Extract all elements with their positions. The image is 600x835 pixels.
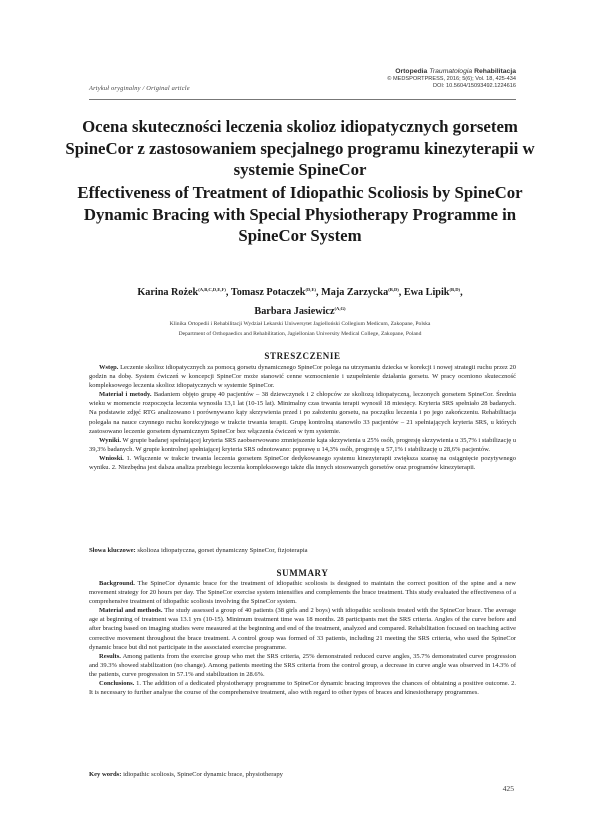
paragraph-label: Materiał i metody. (99, 391, 152, 399)
author-name: Ewa Lipik (403, 287, 450, 298)
paragraph-label: Material and methods. (99, 607, 163, 615)
author-name: Tomasz Potaczek (230, 287, 306, 298)
keywords-english (89, 770, 516, 779)
abstract-paragraph (89, 606, 516, 651)
author-separator: , (225, 287, 231, 298)
keywords-english-text: idiopathic scoliosis, SpineCor dynamic brace, physiotherapy (123, 771, 283, 778)
abstract-paragraph (89, 436, 516, 454)
streszczenie-heading: STRESZCZENIE (264, 351, 341, 361)
author-name: Maja Zarzycka (321, 287, 389, 298)
author (321, 287, 404, 298)
paragraph-text: The study assessed a group of 40 patients (38 girls and 2 boys) with idiopathic scoliosis treated with the SpineCor brace. The average age at beginning of treatment was 13.1 yrs (10-15). Minimum treatment time was 18 months. 28 participants met the SRS criteria. Angles of the curve before and after bracing based on imaging studies were measured at the beginning and end of the treatment, analyzed and compared. Rehabilitation focused on teaching active corrective movement throughout the brace treatment. A control group was formed of 33 patients, including 21 meeting the SRS criteria, who used the SpineCor dynamic brace but did not participate in the associated exercise programme. (89, 607, 516, 651)
author-separator: , (316, 287, 322, 298)
paragraph-text: 1. Włączenie w trakcie trwania leczenia gorsetem SpineCor dedykowanego systemu kinezyterapii zwiększa szansę na osiągnięcie pozytywnego wyniku. 2. Niezbędna jest dalsza analiza przebiegu leczenia kompleksowego także dla innych stosowanych gorsetów oraz programów kinezyterapii. (89, 454, 517, 472)
author-name: Barbara Jasiewicz (254, 306, 335, 317)
author (137, 287, 230, 298)
paragraph-label: Wyniki. (99, 436, 121, 444)
paragraph-label: Results. (99, 652, 121, 660)
author (254, 306, 345, 317)
journal-name-traumatologia: Traumatologia (429, 68, 473, 75)
author-contribution: (A,B,C,D,E,F) (198, 287, 226, 292)
article-type-label: Artykuł oryginalny / Original article (89, 85, 190, 92)
paragraph-label: Wnioski. (99, 454, 124, 462)
title-english: Effectiveness of Treatment of Idiopathic Scoliosis by SpineCor Dynamic Bracing with Special Physiotherapy Programme in SpineCor System (77, 183, 523, 245)
keywords-polish-text: skolioza idiopatyczna, gorset dynamiczny SpineCor, fizjoterapia (137, 547, 308, 554)
author-separator: , (398, 287, 404, 298)
paragraph-text: The SpineCor dynamic brace for the treatment of idiopathic scoliosis is designed to maintain the correct position of the spine and a new movement strategy for 20 hours per day. The SpineCor exercise system intensifies and complements the brace treatment. This study evaluated the effectiveness of a comprehensive treatment of idiopathic scoliosis involving the SpineCor system. (89, 580, 516, 606)
abstract-english (89, 579, 516, 697)
journal-name-rehabilitacja: Rehabilitacja (474, 68, 516, 75)
paragraph-label: Conclusions. (99, 680, 135, 688)
paragraph-text: Badaniem objęto grupę 40 pacjentów – 38 dziewczynek i 2 chłopców ze skoliozą idiopatyczną, leczonych gorsetem SpineCor. Średnia wieku w momencie rozpoczęcia leczenia wynosiła 13,1 lat (10-15 lat). Minimalny czas trwania terapii wynosił 18 miesięcy. Kryteria SRS spełniało 28 badanych. Na podstawie zdjęć RTG analizowano i porównywano kąty skrzywienia przed i po założeniu gorsetu, na początku leczenia i po jego zakończeniu. Rehabilitacja polegała na nauce czynnego ruchu korekcyjnego w trakcie trwania terapii. Grupę kontrolną stanowiło 33 pacjentów – 21 spełniających kryteria SRS, u których zastosowano leczenie gorsetem dynamicznym SpineCor bez włączenia ćwiczeń w tym systemie. (89, 391, 516, 435)
keywords-english-label: Key words: (89, 771, 122, 778)
doi-line: DOI: 10.5604/15093492.1224616 (432, 83, 516, 90)
affiliations (100, 320, 500, 340)
author-contribution: (D,E) (305, 287, 317, 292)
keywords-polish (89, 546, 516, 555)
author-contribution: (A,G) (334, 306, 346, 311)
abstract-paragraph (89, 454, 516, 472)
author-contribution: (B,D) (388, 287, 399, 292)
paragraph-label: Wstęp. (99, 364, 119, 371)
abstract-polish (89, 363, 516, 472)
paragraph-text: 1. The addition of a dedicated physiotherapy programme to SpineCor dynamic bracing improves the chances of obtaining a positive outcome. 2. It is necessary to further analyse the course of the comprehensive treatment, also with regard to other types of braces and kinesiotherapy programmes. (89, 680, 517, 697)
publisher-line: © MEDSPORTPRESS, 2016; 5(6); Vol. 18, 425-434 (387, 75, 516, 82)
header-rule (89, 99, 516, 100)
affiliation-polish: Klinika Ortopedii i Rehabilitacji Wydział Lekarski Uniwersytet Jagielloński Collegium Medicum, Zakopane, Polska (169, 321, 431, 327)
author (231, 287, 321, 298)
abstract-paragraph (89, 679, 516, 697)
author-separator: , (460, 287, 463, 298)
page-number: 425 (502, 784, 514, 793)
paragraph-text: Among patients from the exercise group who met the SRS criteria, 25% demonstrated reduced curve angles, 35.7% demonstrated curve progression and 39.3% showed stabilization (no change). Among patients meeting the SRS criteria from the control group, a decrease in curve angle was observed in 14.3% of the patients, curve progression in 57.1% and stabilization in 28.6%. (89, 652, 516, 678)
summary-heading: SUMMARY (276, 568, 329, 578)
abstract-paragraph (89, 363, 516, 390)
paragraph-text: Leczenie skolioz idiopatycznych za pomocą gorsetu dynamicznego SpineCor polega na utrzymaniu dziecka w korekcji i nowej strategii ruchu przez 20 godzin na dobę. System ćwiczeń w koncepcji SpineCor może stanowić cenne wzmocnienie i uzupełnienie działania gorsetu. W pracy oceniono skuteczność kompleksowego leczenia skolioz idiopatycznych w systemie SpineCor. (89, 364, 516, 390)
journal-name (286, 68, 516, 76)
author-contribution: (B,D) (449, 287, 461, 292)
keywords-polish-label: Słowa kluczowe: (89, 547, 136, 554)
journal-info (286, 68, 516, 91)
author-list (75, 282, 525, 320)
abstract-paragraph (89, 652, 516, 679)
paragraph-label: Background. (99, 580, 135, 587)
author-name: Karina Rożek (137, 287, 199, 298)
journal-name-ortopedia: Ortopedia (395, 68, 428, 75)
abstract-paragraph (89, 579, 516, 606)
title-polish: Ocena skuteczności leczenia skolioz idiopatycznych gorsetem SpineCor z zastosowaniem specjalnego programu kinezyterapii w systemie SpineCor (65, 117, 535, 179)
author (404, 287, 463, 298)
affiliation-english: Department of Orthopaedics and Rehabilitation, Jagiellonian University Medical College, Zakopane, Poland (178, 330, 422, 337)
abstract-paragraph (89, 390, 516, 435)
paragraph-text: W grupie badanej spełniającej kryteria SRS zaobserwowano zmniejszenie kąta skrzywienia u 25% osób, progresję skrzywienia u 35,7% i stabilizację u 39,3% badanych. W grupie kontrolnej spełniającej kryteria SRS odnotowano: poprawę u 14,3% osób, progresję u 57,1% i stabilizację u 28,6% pacjentów. (89, 436, 516, 453)
